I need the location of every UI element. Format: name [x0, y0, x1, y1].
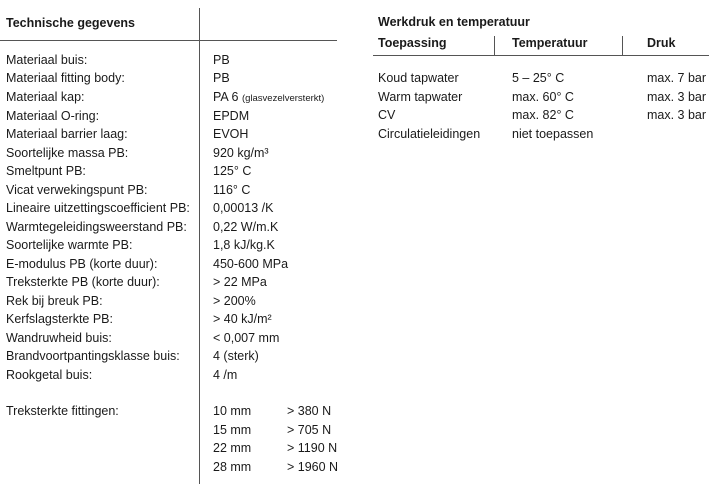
- fitting-strength: > 380 N: [287, 404, 332, 418]
- row-value: EVOH: [213, 127, 249, 141]
- row-label: Brandvoortpantingsklasse buis:: [6, 349, 180, 363]
- row-label: Rek bij breuk PB:: [6, 294, 103, 308]
- row-label: Kerfslagsterkte PB:: [6, 312, 113, 326]
- technical-data-title: Technische gegevens: [6, 16, 135, 30]
- row-value: 0,22 W/m.K: [213, 220, 279, 234]
- row-value: < 0,007 mm: [213, 331, 280, 345]
- cell-druk: max. 3 bar: [647, 108, 707, 122]
- title-divider: [0, 40, 337, 41]
- row-value: 0,00013 /K: [213, 201, 274, 215]
- row-value-note: (glasvezelversterkt): [241, 93, 325, 104]
- column-divider: [199, 8, 200, 484]
- cell-temperatuur: niet toepassen: [512, 127, 594, 141]
- row-label: Warmtegeleidingsweerstand PB:: [6, 220, 187, 234]
- cell-toepassing: Warm tapwater: [378, 90, 463, 104]
- cell-toepassing: Koud tapwater: [378, 71, 459, 85]
- cell-druk: max. 3 bar: [647, 90, 707, 104]
- pressure-temperature-title: Werkdruk en temperatuur: [378, 15, 530, 29]
- row-value: PB: [213, 71, 230, 85]
- cell-temperatuur: max. 60° C: [512, 90, 574, 104]
- row-label: Materiaal kap:: [6, 90, 85, 104]
- fitting-size: 15 mm: [213, 423, 252, 437]
- row-value: > 200%: [213, 294, 256, 308]
- row-value: 4 /m: [213, 368, 238, 382]
- row-value: 116° C: [213, 183, 251, 197]
- row-label: Soortelijke massa PB:: [6, 146, 129, 160]
- row-value: EPDM: [213, 109, 250, 123]
- cell-druk: max. 7 bar: [647, 71, 707, 85]
- header-temperatuur: Temperatuur: [512, 36, 588, 50]
- fitting-size: 22 mm: [213, 441, 252, 455]
- row-label: Wandruwheid buis:: [6, 331, 112, 345]
- row-label: Lineaire uitzettingscoefficient PB:: [6, 201, 190, 215]
- row-value: 920 kg/m³: [213, 146, 269, 160]
- row-value: > 22 MPa: [213, 275, 267, 289]
- row-value: > 40 kJ/m²: [213, 312, 272, 326]
- row-label: Rookgetal buis:: [6, 368, 93, 382]
- header-col-divider-1: [494, 36, 495, 55]
- fitting-strength: > 1960 N: [287, 460, 339, 474]
- row-value: PB: [213, 53, 230, 67]
- header-druk: Druk: [647, 36, 676, 50]
- row-value: 450-600 MPa: [213, 257, 289, 271]
- row-value: 1,8 kJ/kg.K: [213, 238, 275, 252]
- row-label: Materiaal O-ring:: [6, 109, 100, 123]
- fitting-strength: > 705 N: [287, 423, 332, 437]
- fitting-strength: > 1190 N: [287, 441, 338, 455]
- fitting-size: 10 mm: [213, 404, 252, 418]
- fitting-size: 28 mm: [213, 460, 252, 474]
- row-label: Soortelijke warmte PB:: [6, 238, 133, 252]
- fittings-label: Treksterkte fittingen:: [6, 404, 119, 418]
- header-divider: [373, 55, 709, 56]
- row-label: E-modulus PB (korte duur):: [6, 257, 158, 271]
- row-label: Smeltpunt PB:: [6, 164, 86, 178]
- row-label: Treksterkte PB (korte duur):: [6, 275, 160, 289]
- row-label: Materiaal barrier laag:: [6, 127, 128, 141]
- cell-toepassing: Circulatieleidingen: [378, 127, 481, 141]
- row-value: 4 (sterk): [213, 349, 259, 363]
- cell-temperatuur: max. 82° C: [512, 108, 574, 122]
- row-value-main: PA 6: [213, 90, 239, 104]
- row-label: Materiaal buis:: [6, 53, 88, 67]
- row-label: Materiaal fitting body:: [6, 71, 125, 85]
- row-value: 125° C: [213, 164, 252, 178]
- header-col-divider-2: [622, 36, 623, 55]
- header-toepassing: Toepassing: [378, 36, 447, 50]
- row-value: [213, 89, 324, 107]
- cell-temperatuur: 5 – 25° C: [512, 71, 565, 85]
- row-label: Vicat verwekingspunt PB:: [6, 183, 148, 197]
- cell-toepassing: CV: [378, 108, 396, 122]
